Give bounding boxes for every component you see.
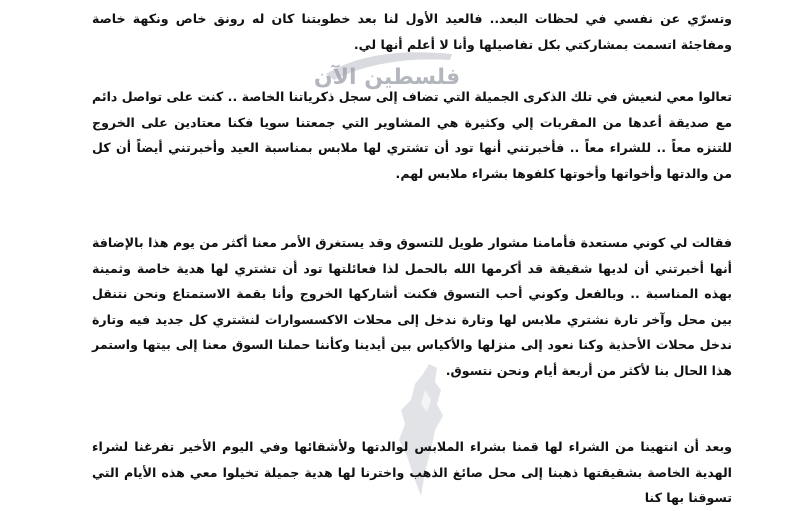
paragraph-1: وتسرّي عن نفسي في لحظات البعد.. فالعيد الأول لنا بعد خطوبتنا كان له رونق خاص ونكهة خاصة ومفاجئة اتسمت بمشاركتي بكل تفاصيلها وأنا لا أعلم أنها لي. bbox=[92, 11, 732, 52]
paragraph-4: وبعد أن انتهينا من الشراء لها قمنا بشراء الملابس لوالدتها ولأشقائها وفي اليوم الأخير تفرغنا لشراء الهدية الخاصة بشقيقتها ذهبنا إلى محل صائغ الذهب واخترنا لها هدية جميلة تخيلوا معي هذه الأيام التي تسوقنا بها كنا bbox=[92, 439, 732, 506]
watermark-logo-text: فلسطين الآن bbox=[313, 65, 461, 90]
paragraph-3: فقالت لي كوني مستعدة فأمامنا مشوار طويل للتسوق وقد يستغرق الأمر معنا أكثر من يوم هذا بالإضافة أنها أخبرتني أن لديها شقيقة قد أكرمها الله بالحمل لذا فعائلتها تود أن تشتري لها هدية خاصة وثمينة بهذه المناسبة .. وبالفعل وكوني أحب التسوق فكنت أشاركها الخروج وأنا بقمة الاستمتاع ونحن نتنقل بين محل وآخر تارة نشتري ملابس لها وتارة ندخل إلى محلات الاكسسوارات لنشتري كل جديد فيه وتارة ندخل محلات الأحذية وكنا نعود إلى منزلها والأكياس بين أيدينا وكأننا حملنا السوق معنا إلى بيتها واستمر هذا الحال بنا لأكثر من أربعة أيام ونحن نتسوق. bbox=[92, 235, 732, 378]
paragraph-2: تعالوا معي لنعيش في تلك الذكرى الجميلة التي تضاف إلى سجل ذكرياتنا الخاصة .. كنت على تواصل دائم مع صديقة أعدها من المقربات إلي وكثيرة هي المشاوير التي جمعتنا سويا فكنا معتادين على الخروج للتنزه معاً .. للشراء معاً .. فأخبرتني أنها تود أن تشتري لها ملابس بمناسبة العيد وأخبرتني أيضاً أن كل من والدتها وأخواتها وأخوتها كلفوها بشراء ملابس لهم. bbox=[92, 89, 732, 181]
